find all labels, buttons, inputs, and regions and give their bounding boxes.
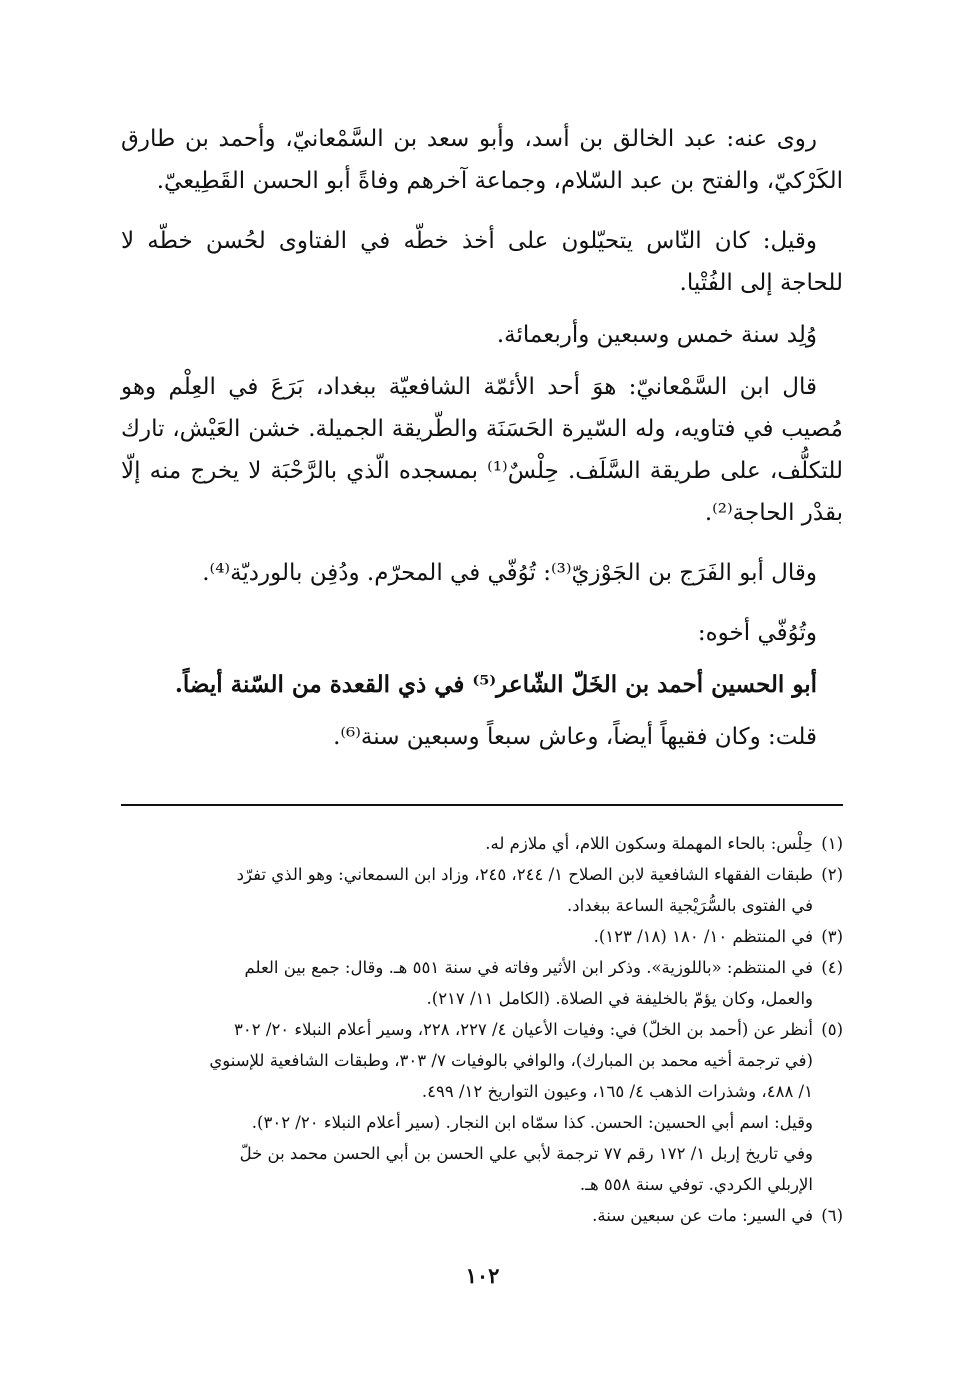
footnote-number: (٦) <box>821 1206 843 1225</box>
footnote <box>121 828 843 859</box>
footnote-line: (في ترجمة أخيه محمد بن المبارك)، والوافي بالوفيات ٧/ ٣٠٣، وطبقات الشافعية للإسنوي <box>209 1051 813 1070</box>
footnote <box>121 1014 843 1107</box>
footnote-line: الإربلي الكردي. توفي سنة ٥٥٨ هـ. <box>579 1175 813 1194</box>
footnote <box>121 1200 843 1231</box>
footnote-body <box>121 828 813 859</box>
footnote-body <box>121 1200 813 1231</box>
footnote-body <box>121 859 813 921</box>
paragraph-narrators: روى عنه: عبد الخالق بن أسد، وأبو سعد بن السَّمْعانيّ، وأحمد بن طارق الكَرْكيّ، والفتح بن عبد السّلام، وجماعة آخرهم وفاةً أبو الحسن القَطِيعيّ. <box>121 126 843 194</box>
footnote-line: في السير: مات عن سبعين سنة. <box>592 1206 813 1225</box>
footnotes <box>121 828 843 1231</box>
footnote <box>121 921 843 952</box>
footnote <box>121 859 843 921</box>
footnote-number: (١) <box>821 834 843 853</box>
footnote-line: في الفتوى بالسُّرَيْجية الساعة ببغداد. <box>567 896 813 915</box>
paragraph-death: وقال أبو الفَرَج بن الجَوْزيّ⁽³⁾: تُوُفّي في المحرّم. ودُفِن بالورديّة⁽⁴⁾. <box>202 560 817 586</box>
footnote-line: وفي تاريخ إربل ١/ ١٧٢ رقم ٧٧ ترجمة لأبي علي الحسن بن أبي الحسن محمد بن خلّ <box>239 1144 813 1163</box>
paragraph-handwriting: وقيل: كان النّاس يتحيّلون على أخذ خطّه في الفتاوى لحُسن خطّه لا للحاجة إلى الفُتْيا. <box>121 228 843 296</box>
footnote-body <box>121 1014 813 1107</box>
footnote-number: (٤) <box>821 958 843 977</box>
entry-heading: أبو الحسين أحمد بن الخَلّ الشّاعر⁽⁵⁾ في ذي القعدة من السّنة أيضاً. <box>174 671 817 698</box>
footnote-line: أنظر عن (أحمد بن الخلّ) في: وفيات الأعيان ٤/ ٢٢٧، ٢٢٨، وسير أعلام النبلاء ٢٠/ ٣٠٢ <box>234 1020 813 1039</box>
paragraph-note: قلت: وكان فقيهاً أيضاً، وعاش سبعاً وسبعين سنة⁽⁶⁾. <box>333 724 817 750</box>
footnote-continuation <box>121 1107 843 1200</box>
footnote-line: وقيل: اسم أبي الحسين: الحسن. كذا سمّاه ابن النجار. (سير أعلام النبلاء ٢٠/ ٣٠٢). <box>251 1113 813 1132</box>
page-number: ١٠٢ <box>465 1263 500 1288</box>
footnote-line: في المنتظم: «باللوزية». وذكر ابن الأثير وفاته في سنة ٥٥١ هـ. وقال: جمع بين العلم <box>244 958 813 977</box>
footnote-number: (٥) <box>821 1020 843 1039</box>
main-text <box>121 118 843 768</box>
footnote-divider <box>121 804 843 806</box>
footnote-body <box>121 921 813 952</box>
footnote-line: والعمل، وكان يؤمّ بالخليفة في الصلاة. (الكامل ١١/ ٢١٧). <box>426 989 813 1008</box>
footnote-line: ١/ ٤٨٨، وشذرات الذهب ٤/ ١٦٥، وعيون التواريخ ١٢/ ٤٩٩. <box>421 1082 813 1101</box>
footnote-number: (٣) <box>821 927 843 946</box>
footnote-number: (٢) <box>821 865 843 884</box>
paragraph-birth: وُلِد سنة خمس وسبعين وأربعمائة. <box>496 322 817 348</box>
footnote-line: في المنتظم ١٠/ ١٨٠ (١٨/ ١٢٣). <box>593 927 813 946</box>
footnote-body <box>121 952 813 1014</box>
footnote <box>121 952 843 1014</box>
paragraph-ibn-samani: قال ابن السَّمْعانيّ: هوَ أحد الأئمّة الشافعيّة ببغداد، بَرَعَ في العِلْم وهو مُصيب في فتاويه، وله السّيرة الحَسَنَة والطّريقة الجميلة. خشن العَيْش، تارك للتكلُّف، على طريقة السَّلَف. حِلْسٌ⁽¹⁾ بمسجده الّذي بالرَّحْبَة لا يخرج منه إلّا بقدْر الحاجة⁽²⁾. <box>121 374 843 526</box>
footnote-line: طبقات الفقهاء الشافعية لابن الصلاح ١/ ٢٤٤، ٢٤٥، وزاد ابن السمعاني: وهو الذي تفرّد <box>236 865 813 884</box>
footnote-line: حِلْس: بالحاء المهملة وسكون اللام، أي ملازم له. <box>485 834 813 853</box>
paragraph-brother-intro: وتُوُفّي أخوه: <box>697 620 817 646</box>
